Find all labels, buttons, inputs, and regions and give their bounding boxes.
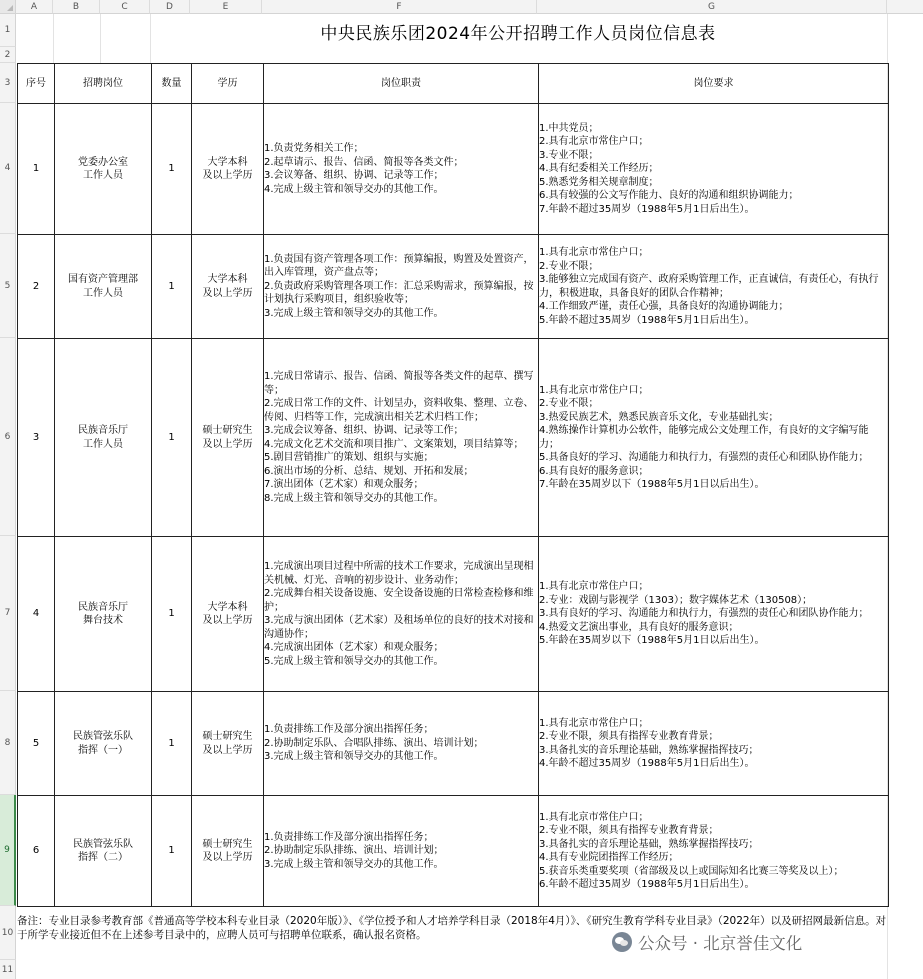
req-line: 2.专业不限； [539,260,599,272]
duty-line: 3.完成会议筹备、组织、协调、记录等工作； [264,425,464,436]
cell-req[interactable] [539,796,889,907]
req-line: 5.具备良好的学习、沟通能力和执行力，有强烈的责任心和团队协作能力； [539,452,869,463]
req-line: 3.具备扎实的音乐理论基础，熟练掌握指挥技巧； [539,744,759,756]
duty-line: 2.协助制定乐队排练、演出、培训计划； [264,845,444,857]
cell-edu[interactable]: 大学本科 及以上学历 [192,235,264,339]
cell-post[interactable]: 国有资产管理部 工作人员 [55,235,152,339]
header-row [18,64,889,104]
select-all-corner[interactable] [0,0,16,14]
header-edu[interactable]: 学历 [192,64,264,104]
req-line: 7.年龄在35周岁以下（1988年5月1日以后出生）。 [539,479,765,490]
duty-line: 2.协助制定乐队、合唱队排练、演出、培训计划； [264,737,484,749]
header-duty[interactable]: 岗位职责 [264,64,539,104]
cell-count[interactable]: 1 [152,235,192,339]
duty-line: 2.起草请示、报告、信函、简报等各类文件； [264,156,464,168]
duty-line: 3.完成上级主管和领导交办的其他工作。 [264,858,444,870]
header-count[interactable]: 数量 [152,64,192,104]
req-line: 1.具有北京市常住户口； [539,717,649,729]
footnote[interactable]: 备注：专业目录参考教育部《普通高等学校本科专业目录（2020年版）》、《学位授予和人才培养学科目录（2018年4月）》、《研究生教育学科专业目录》（2022年）以及研招网最新信息。对于所学专业接近但不在上述参考目录中的，应聘人员可与招聘单位联系，确认报名资格。 [17,915,887,941]
cell-duty[interactable] [264,104,539,235]
row-header-4[interactable]: 4 [0,103,16,234]
gridline [53,14,54,63]
req-line: 4.具有纪委相关工作经历； [539,163,659,175]
table-row [18,796,889,907]
column-header-e[interactable]: E [190,0,262,14]
row-header-2[interactable]: 2 [0,47,16,63]
duty-line: 7.演出团体（艺术家）和观众服务； [264,479,424,490]
cell-seq[interactable]: 1 [18,104,55,235]
req-line: 3.热爱民族艺术，熟悉民族音乐文化，专业基础扎实； [539,411,779,423]
req-line: 5.年龄不超过35周岁（1988年5月1日后出生）。 [539,314,755,326]
header-post[interactable]: 招聘岗位 [55,64,152,104]
duty-line: 1.负责国有资产管理各项工作：预算编报，购置及处置资产，出入库管理，资产盘点等； [264,253,534,279]
cell-count[interactable]: 1 [152,692,192,796]
req-line: 5.熟悉党务相关规章制度； [539,176,659,188]
row-header-6[interactable]: 6 [0,338,16,536]
duty-line: 5.剧目营销推广的策划、组织与实施； [264,452,434,463]
column-header-h[interactable] [887,0,923,14]
duty-line: 5.完成上级主管和领导交办的其他工作。 [264,655,444,667]
req-line: 2.专业：戏剧与影视学（1303）；数字媒体艺术（130508）； [539,594,813,606]
cell-edu[interactable]: 大学本科 及以上学历 [192,104,264,235]
row-header-11[interactable]: 11 [0,960,16,979]
duty-line: 4.完成文化艺术交流和项目推广、文案策划，项目结算等； [264,438,524,450]
req-line: 3.能够独立完成国有资产、政府采购管理工作，正直诚信，有责任心，有执行力，积极进取，具备良好的团队合作精神； [539,274,879,299]
cell-edu[interactable]: 硕士研究生 及以上学历 [192,692,264,796]
duty-line: 1.负责排练工作及部分演出指挥任务； [264,724,434,736]
req-line: 4.热爱文艺演出事业，具有良好的服务意识； [539,621,739,633]
watermark-text: 公众号 · 北京誉佳文化 [638,934,803,953]
duty-line: 2.负责政府采购管理各项工作：汇总采购需求，预算编报，按计划执行采购项目，组织验收等； [264,280,534,306]
req-line: 5.年龄在35周岁以下（1988年5月1日以后出生）。 [539,635,765,647]
cell-count[interactable]: 1 [152,796,192,907]
wechat-icon [612,932,632,952]
req-line: 5.获音乐类重要奖项（省部级及以上或国际知名比赛三等奖及以上）； [539,865,844,877]
duty-line: 2.完成舞台相关设备设施、安全设备设施的日常检查检修和维护； [264,588,534,613]
table-row [18,537,889,692]
sheet-title[interactable]: 中央民族乐团2024年公开招聘工作人员岗位信息表 [320,23,716,44]
cell-duty[interactable] [264,537,539,692]
cell-req[interactable] [539,235,889,339]
cell-duty[interactable] [264,692,539,796]
cell-count[interactable]: 1 [152,537,192,692]
cell-req[interactable] [539,692,889,796]
cell-edu[interactable]: 大学本科 及以上学历 [192,537,264,692]
column-header-d[interactable]: D [150,0,190,14]
duty-line: 3.会议筹备、组织、协调、记录等工作； [264,170,444,181]
duty-line: 1.完成演出项目过程中所需的技术工作要求，完成演出呈现相关机械、灯光、音响的初步设计、业务动作； [264,561,534,586]
req-line: 7.年龄不超过35周岁（1988年5月1日后出生）。 [539,203,755,215]
req-line: 2.具有北京市常住户口； [539,136,649,148]
cell-edu[interactable]: 硕士研究生 及以上学历 [192,339,264,537]
positions-table [17,63,889,907]
duty-line: 1.负责党务相关工作； [264,143,364,154]
cell-req[interactable] [539,104,889,235]
row-header-10[interactable]: 10 [0,906,16,960]
header-seq[interactable]: 序号 [18,64,55,104]
cell-seq[interactable]: 4 [18,537,55,692]
req-line: 1.具有北京市常住户口； [539,581,649,593]
cell-post[interactable]: 民族音乐厅 舞台技术 [55,537,152,692]
req-line: 4.年龄不超过35周岁（1988年5月1日后出生）。 [539,758,755,769]
req-line: 3.专业不限； [539,149,599,161]
duty-line: 4.完成上级主管和领导交办的其他工作。 [264,183,444,195]
duty-line: 2.完成日常工作的文件、计划呈办，资料收集、整理、立卷、传阅、归档等工作，完成演出相关艺术归档工作； [264,398,534,423]
cell-seq[interactable]: 5 [18,692,55,796]
column-header-f[interactable]: F [262,0,537,14]
req-line: 3.具备扎实的音乐理论基础，熟练掌握指挥技巧； [539,838,759,850]
req-line: 6.具有良好的服务意识； [539,465,649,477]
cell-req[interactable] [539,537,889,692]
cell-count[interactable]: 1 [152,104,192,235]
duty-line: 6.演出市场的分析、总结、规划、开拓和发展； [264,465,474,477]
req-line: 4.工作细致严谨，责任心强，具备良好的沟通协调能力； [539,301,789,312]
table-row [18,692,889,796]
cell-duty[interactable] [264,235,539,339]
column-header-c[interactable]: C [100,0,150,14]
cell-seq[interactable]: 6 [18,796,55,907]
req-line: 2.专业不限，须具有指挥专业教育背景； [539,731,719,742]
cell-duty[interactable] [264,339,539,537]
req-line: 3.具有良好的学习、沟通能力和执行力，有强烈的责任心和团队协作能力； [539,608,869,620]
table-row [18,104,889,235]
cell-seq[interactable]: 3 [18,339,55,537]
row-header-9[interactable]: 9 [0,795,16,906]
duty-line: 8.完成上级主管和领导交办的其他工作。 [264,492,444,504]
cell-duty[interactable] [264,796,539,907]
cell-count[interactable]: 1 [152,339,192,537]
duty-line: 3.完成与演出团体（艺术家）及租场单位的良好的技术对接和沟通协作； [264,615,534,640]
req-line: 1.具有北京市常住户口； [539,811,649,823]
column-header-a[interactable]: A [16,0,53,14]
table-row [18,235,889,339]
req-line: 4.具有专业院团指挥工作经历； [539,852,679,863]
cell-req[interactable] [539,339,889,537]
duty-line: 1.完成日常请示、报告、信函、简报等各类文件的起草、撰写等； [264,371,534,396]
watermark [612,930,802,954]
column-header-g[interactable]: G [537,0,887,14]
header-req[interactable]: 岗位要求 [539,64,889,104]
duty-line: 4.完成演出团体（艺术家）和观众服务； [264,642,444,653]
row-header-3[interactable]: 3 [0,63,16,103]
req-line: 1.具有北京市常住户口； [539,384,649,396]
row-header-8[interactable]: 8 [0,691,16,795]
duty-line: 3.完成上级主管和领导交办的其他工作。 [264,751,444,763]
req-line: 4.熟练操作计算机办公软件，能够完成公文处理工作，有良好的文字编写能力； [539,425,869,450]
column-header-b[interactable]: B [53,0,100,14]
row-header-5[interactable]: 5 [0,234,16,338]
row-header-7[interactable]: 7 [0,536,16,691]
req-line: 6.具有较强的公文写作能力、良好的沟通和组织协调能力； [539,190,799,202]
duty-line: 3.完成上级主管和领导交办的其他工作。 [264,307,444,319]
table-row [18,339,889,537]
cell-post[interactable]: 党委办公室 工作人员 [55,104,152,235]
cell-post[interactable]: 民族音乐厅 工作人员 [55,339,152,537]
req-line: 2.专业不限，须具有指挥专业教育背景； [539,825,719,836]
req-line: 2.专业不限； [539,398,599,409]
req-line: 1.具有北京市常住户口； [539,247,649,258]
row-header-1[interactable]: 1 [0,14,16,47]
cell-post[interactable]: 民族管弦乐队 指挥（二） [55,796,152,907]
cell-seq[interactable]: 2 [18,235,55,339]
req-line: 1.中共党员； [539,122,599,134]
cell-post[interactable]: 民族管弦乐队 指挥（一） [55,692,152,796]
gridline [100,14,101,63]
req-line: 6.年龄不超过35周岁（1988年5月1日后出生）。 [539,879,755,890]
cell-edu[interactable]: 硕士研究生 及以上学历 [192,796,264,907]
duty-line: 1.负责排练工作及部分演出指挥任务； [264,831,434,843]
